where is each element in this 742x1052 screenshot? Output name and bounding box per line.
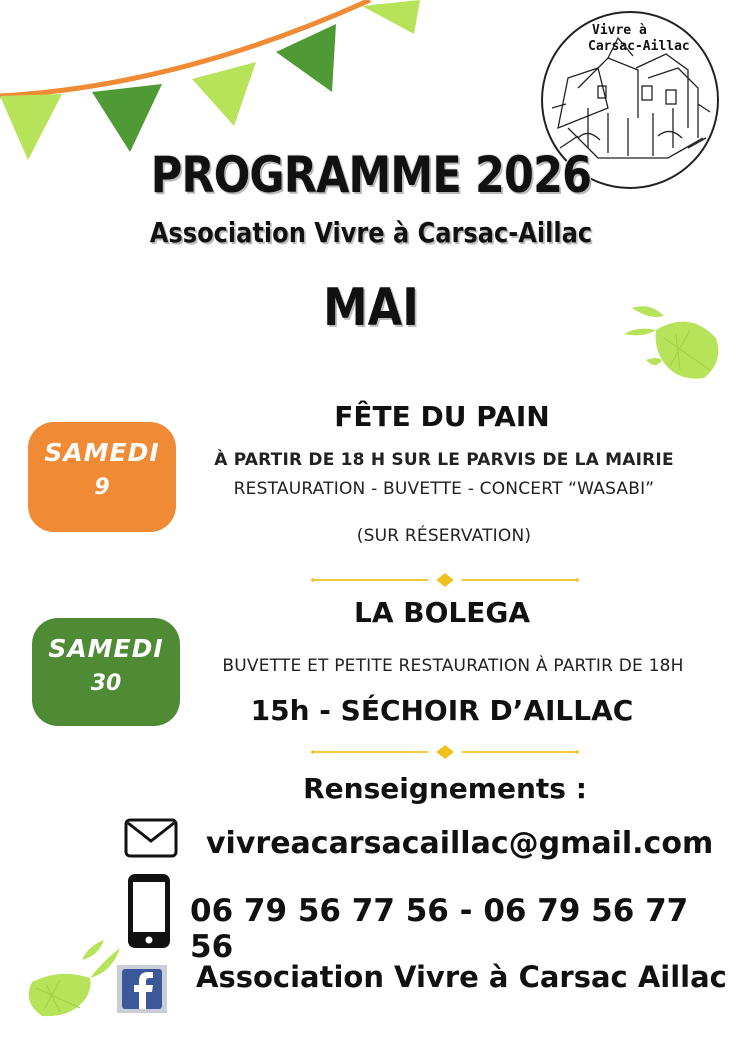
contact-facebook[interactable]: Association Vivre à Carsac Aillac	[196, 960, 727, 994]
leaf-icon	[620, 300, 724, 384]
badge-day-number: 30	[90, 671, 122, 696]
event-date-badge	[28, 422, 176, 532]
divider	[292, 573, 598, 587]
logo-text-line1: Vivre à	[592, 23, 647, 38]
event-details: RESTAURATION - BUVETTE - CONCERT “WASABI”	[233, 479, 655, 499]
contact-email[interactable]: vivreacarsacaillac@gmail.com	[206, 826, 714, 861]
facebook-icon	[116, 964, 168, 1014]
phone-icon	[126, 872, 172, 950]
event-time-location: À PARTIR DE 18 H SUR LE PARVIS DE LA MAIRIE	[214, 450, 674, 470]
event-title: FÊTE DU PAIN	[334, 400, 550, 433]
badge-day-label: SAMEDI	[48, 634, 164, 663]
bunting-decoration	[0, 0, 440, 170]
envelope-icon	[124, 818, 178, 858]
event-details: BUVETTE ET PETITE RESTAURATION À PARTIR DE 18H	[222, 656, 684, 676]
contact-heading: Renseignements :	[303, 772, 587, 805]
divider	[292, 745, 598, 759]
event-title: LA BOLEGA	[353, 596, 531, 629]
badge-day-label: SAMEDI	[44, 438, 160, 467]
badge-day-number: 9	[94, 475, 110, 500]
leaf-icon	[20, 938, 126, 1018]
event-date-badge	[32, 618, 180, 726]
page-subtitle: Association Vivre à Carsac-Aillac	[149, 216, 593, 249]
page-title: PROGRAMME 2026	[150, 146, 592, 204]
logo-text-line2: Carsac-Aillac	[588, 39, 690, 54]
event-reservation-note: (SUR RÉSERVATION)	[356, 526, 532, 546]
month-title: MAI	[323, 278, 419, 338]
contact-phones[interactable]: 06 79 56 77 56 - 06 79 56 77 56	[190, 893, 689, 965]
event-time-location: 15h - SÉCHOIR D’AILLAC	[250, 694, 634, 727]
